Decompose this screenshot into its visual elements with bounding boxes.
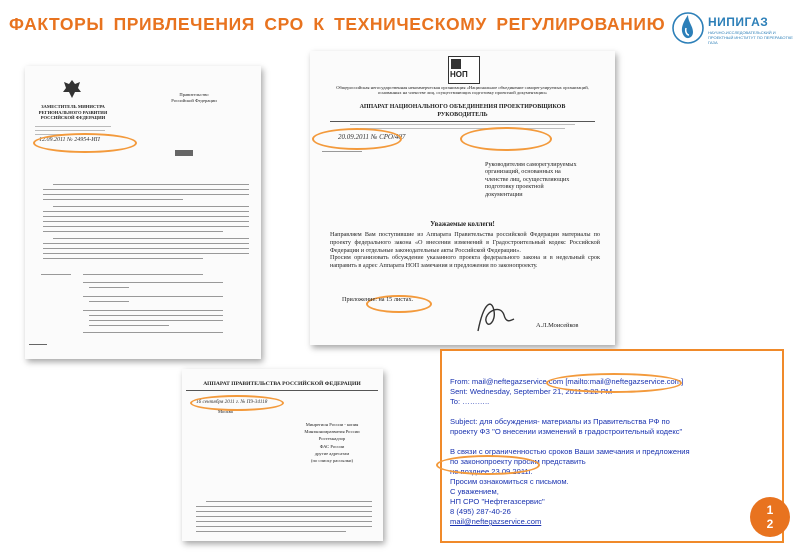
email-regards: С уважением, (450, 487, 499, 496)
email-subject-line1: Subject: для обсуждения- материалы из Правительства РФ по (450, 417, 670, 426)
signature-name: А.Л.Моисейков (536, 322, 579, 329)
page-number-badge (750, 497, 790, 537)
date-highlight (312, 128, 402, 150)
doc3-date-ref: 16 сентября 2011 г. № П9-34118 (196, 399, 268, 405)
date-highlight (33, 133, 137, 153)
logo-name: НИПИГАЗ (708, 15, 769, 29)
coat-of-arms-icon (61, 78, 83, 100)
email-deadline-highlight (436, 455, 540, 475)
email-link[interactable]: mail@neftegazservice.com (450, 517, 542, 526)
ref-highlight (460, 127, 552, 151)
addressee: Руководителям саморегулируемых организаций, основанных на членстве лиц, осуществляющих подготовку проектной документации (485, 161, 577, 198)
page-number-line2: 2 (766, 517, 774, 531)
email-to: To: ……….. (450, 397, 490, 406)
email-sent: Sent: Wednesday, September 21, 2011 3:22 PM (450, 387, 613, 396)
recipient-block: Правительство Российской Федерации (171, 92, 217, 103)
email-from: From: mail@neftegazservice.com [mailto:mail@neftegazservice.com] (450, 377, 684, 386)
date-highlight (190, 395, 284, 411)
heading-apparatus: АППАРАТ НАЦИОНАЛЬНОГО ОБЪЕДИНЕНИЯ ПРОЕКТИРОВЩИКОВ (359, 104, 566, 110)
page-number-line1: 1 (766, 503, 774, 517)
drop-logo-icon (671, 10, 705, 46)
logo-subtitle: НАУЧНО-ИССЛЕДОВАТЕЛЬСКИЙ И ПРОЕКТНЫЙ ИНСТИТУТ ПО ПЕРЕРАБОТКЕ ГАЗА (708, 30, 793, 45)
doc2-date-ref: 20.09.2011 № СРО/407 (338, 133, 406, 141)
email-body-line1: В связи с ограниченностью сроков Ваши замечания и предложения (450, 447, 690, 456)
sender-block: ЗАМЕСТИТЕЛЬ МИНИСТРА РЕГИОНАЛЬНОГО РАЗВИТИЯ РОССИЙСКОЙ ФЕДЕРАЦИИ (38, 104, 108, 120)
nop-letter-scan (310, 51, 615, 345)
email-phone: 8 (495) 287-40-26 (450, 507, 511, 516)
email-body-line2: по законопроекту просим представить (450, 457, 586, 466)
doc1-date-ref: 12.09.2011 № 24954-ИП (39, 137, 100, 143)
government-letter-scan (182, 369, 383, 541)
heading-head: РУКОВОДИТЕЛЬ (437, 112, 488, 118)
email-from-highlight (546, 373, 682, 393)
ministry-letter-scan (25, 66, 261, 359)
letter-body: Направляем Вам поступившие из Аппарата Правительства российской Федерации материалы по проекту федерального закона «О внесении изменений в Градостроительный кодекс Российской Федерации и отдельные законодательные акты Российской Федерации». Просим организовать обсуждение указанного проекта федерального закона и в недельный срок направить в адрес Аппарата НОП замечания и предложения по законопроекту. (330, 231, 600, 270)
slide-title: ФАКТОРЫ ПРИВЛЕЧЕНИЯ СРО К ТЕХНИЧЕСКОМУ РЕГУЛИРОВАНИЮ (9, 14, 666, 34)
email-body-line4: Просим ознакомиться с письмом. (450, 477, 569, 486)
doc3-addressees: Минрегион России - копия Минэкономразвития России Ростехнадзор ФАС России другие адресатам (по списку рассылки) (304, 422, 360, 464)
attachment: Приложение: на 15 листах. (342, 296, 414, 303)
email-panel (440, 349, 784, 543)
email-subject-line2: проекту ФЗ "О внесении изменений в градостроительный кодекс" (450, 427, 683, 436)
org-name: Общероссийская негосударственная некоммерческая организация «Национальное объединение саморегулируемых организаций, основанных на членстве лиц, осуществляющих подготовку проектной документации» (336, 85, 589, 96)
doc3-city: Москва (218, 409, 233, 414)
nop-logo (448, 56, 480, 84)
salutation: Уважаемые коллеги! (430, 221, 495, 228)
nop-logo-text: НОП (450, 70, 468, 79)
gov-heading: АППАРАТ ПРАВИТЕЛЬСТВА РОССИЙСКОЙ ФЕДЕРАЦИИ (203, 381, 361, 387)
nipigaz-logo (671, 10, 793, 50)
email-org: НП СРО "Нефтегазсервис" (450, 497, 545, 506)
email-body-line3: не позднее 23.09.2011г. (450, 467, 533, 476)
signature-mark (470, 291, 520, 341)
